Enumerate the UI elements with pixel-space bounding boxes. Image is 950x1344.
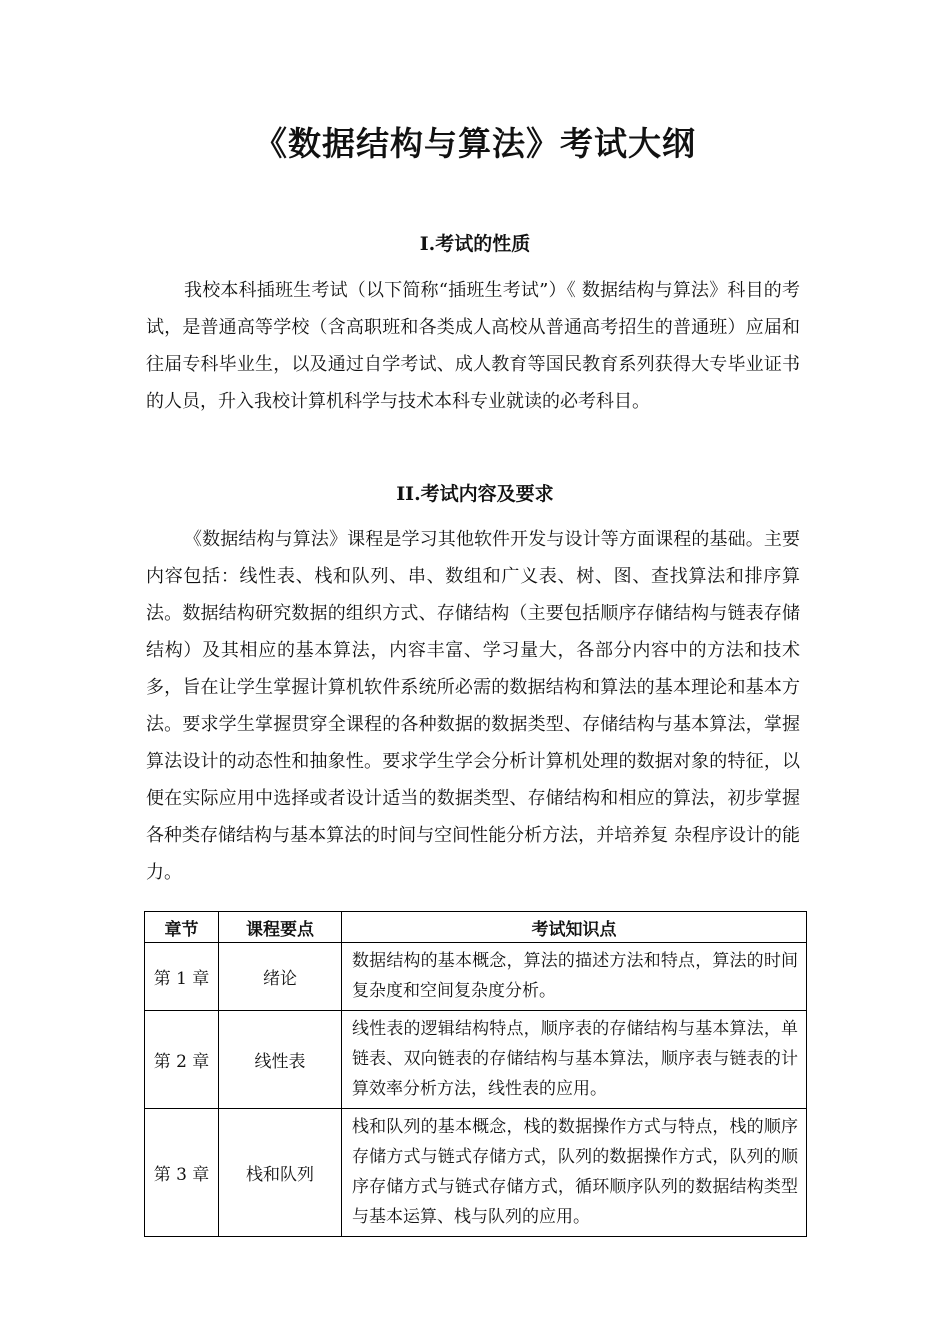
section-heading-content: II.考试内容及要求 bbox=[396, 483, 554, 505]
table-header-row bbox=[145, 912, 807, 943]
cell-chapter: 第 2 章 bbox=[145, 1011, 219, 1109]
cell-points: 栈和队列的基本概念，栈的数据操作方式与特点，栈的顺序存储方式与链式存储方式，队列的数据操作方式，队列的顺序存储方式与链式存储方式，循环顺序队列的数据结构类型与基本运算、栈与队列的应用。 bbox=[342, 1109, 807, 1237]
header-points: 考试知识点 bbox=[342, 912, 807, 943]
cell-points: 线性表的逻辑结构特点，顺序表的存储结构与基本算法，单链表、双向链表的存储结构与基本算法，顺序表与链表的计算效率分析方法，线性表的应用。 bbox=[342, 1011, 807, 1109]
cell-topic: 绪论 bbox=[219, 943, 342, 1011]
header-chapter: 章节 bbox=[145, 912, 219, 943]
section-heading-nature: I.考试的性质 bbox=[419, 233, 531, 255]
cell-chapter: 第 1 章 bbox=[145, 943, 219, 1011]
header-topic: 课程要点 bbox=[219, 912, 342, 943]
cell-topic: 栈和队列 bbox=[219, 1109, 342, 1237]
cell-topic: 线性表 bbox=[219, 1011, 342, 1109]
table-row bbox=[145, 1109, 807, 1237]
syllabus-table bbox=[144, 911, 807, 1237]
table-row bbox=[145, 1011, 807, 1109]
section-paragraph-nature: 我校本科插班生考试（以下简称“插班生考试”）《 数据结构与算法》科目的考试，是普通高等学校（含高职班和各类成人高校从普通高考招生的普通班）应届和往届专科毕业生，以及通过自学考试、成人教育等国民教育系列获得大专毕业证书的人员，升入我校计算机科学与技术本科专业就读的必考科目。 bbox=[146, 280, 800, 412]
page-title: 《数据结构与算法》考试大纲 bbox=[254, 124, 696, 163]
table-row bbox=[145, 943, 807, 1011]
cell-chapter: 第 3 章 bbox=[145, 1109, 219, 1237]
cell-points: 数据结构的基本概念，算法的描述方法和特点，算法的时间复杂度和空间复杂度分析。 bbox=[342, 943, 807, 1011]
section-paragraph-content: 《数据结构与算法》课程是学习其他软件开发与设计等方面课程的基础。主要内容包括：线性表、栈和队列、串、数组和广义表、树、图、查找算法和排序算法。数据结构研究数据的组织方式、存储结构（主要包括顺序存储结构与链表存储结构）及其相应的基本算法，内容丰富、学习量大，各部分内容中的方法和技术多，旨在让学生掌握计算机软件系统所必需的数据结构和算法的基本理论和基本方法。要求学生掌握贯穿全课程的各种数据的数据类型、存储结构与基本算法，掌握算法设计的动态性和抽象性。要求学生学会分析计算机处理的数据对象的特征，以便在实际应用中选择或者设计适当的数据类型、存储结构和相应的算法，初步掌握各种类存储结构与基本算法的时间与空间性能分析方法，并培养复 杂程序设计的能力。 bbox=[146, 529, 800, 883]
